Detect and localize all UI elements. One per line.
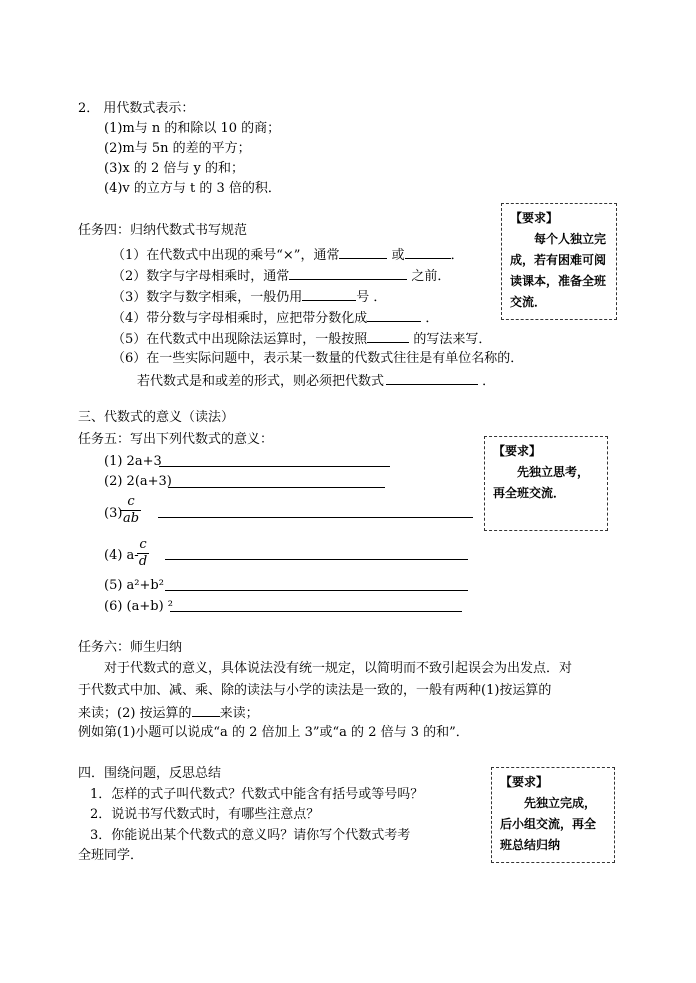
answer-line-2[interactable] xyxy=(168,487,385,488)
answer-blank[interactable] xyxy=(339,246,387,259)
answer-line-1[interactable] xyxy=(159,466,390,467)
expr-3: (3) xyxy=(104,506,123,521)
requirement-text: 先独立完成，后小组交流，再全班总结归纳 xyxy=(500,796,597,852)
task6-title: 任务六：师生归纳 xyxy=(78,640,183,655)
task4-rule-1: （1）在代数式中出现的乘号“×”，通常 或 ． xyxy=(112,248,464,263)
expr-4: (4) a- xyxy=(104,548,139,563)
requirement-heading: 【要求】 xyxy=(500,775,549,789)
section3-title: 三、代数式的意义（读法） xyxy=(78,410,235,425)
answer-line-5[interactable] xyxy=(165,590,468,591)
requirement-text: 每个人独立完成，若有困难可阅读课本，准备全班交流． xyxy=(510,232,607,309)
q2-item-2: (2)m与 5n 的差的平方； xyxy=(104,141,251,156)
task6-para-4: 例如第(1)小题可以说成“a 的 2 倍加上 3”或“a 的 2 倍与 3 的和”． xyxy=(78,725,469,740)
task6-para-1: 对于代数式的意义，具体说法没有统一规定，以简明而不致引起误会为出发点．对 xyxy=(104,661,573,676)
section4-q3-cont: 全班同学． xyxy=(78,848,144,863)
task6-para-3: 来读；(2) 按运算的 来读； xyxy=(78,706,259,721)
task4-title: 任务四：归纳代数式书写规范 xyxy=(78,223,248,238)
answer-blank[interactable] xyxy=(302,288,356,301)
expr-5: (5) a²+b² xyxy=(104,578,164,593)
answer-blank[interactable] xyxy=(289,267,407,280)
task6-para-2: 于代数式中加、减、乘、除的读法与小学的读法是一致的，一般有两种(1)按运算的 xyxy=(78,683,552,698)
answer-blank[interactable] xyxy=(367,309,421,322)
answer-blank[interactable] xyxy=(192,704,220,717)
fraction-c-over-d: c d xyxy=(138,537,148,569)
q2-item-4: (4)v 的立方与 t 的 3 倍的积． xyxy=(104,181,281,196)
expr-1: (1) 2a+3 xyxy=(104,454,162,469)
requirement-text: 先独立思考，再全班交流． xyxy=(493,465,590,500)
section4-q1: 1．怎样的式子叫代数式？代数式中能含有括号或等号吗？ xyxy=(90,787,424,802)
expr-2: (2) 2(a+3) xyxy=(104,474,172,489)
q2-item-3: (3)x 的 2 倍与 y 的和； xyxy=(104,161,245,176)
q2-item-1: (1)m与 n 的和除以 10 的商； xyxy=(104,121,281,136)
answer-line-3[interactable] xyxy=(158,517,473,518)
task4-rule-2: （2）数字与字母相乘时，通常 之前． xyxy=(112,269,451,284)
fraction-c-over-ab: c ab xyxy=(122,494,140,526)
answer-blank[interactable] xyxy=(386,372,478,385)
answer-line-4[interactable] xyxy=(165,559,468,560)
answer-blank[interactable] xyxy=(367,330,409,343)
task4-rule-4: （4）带分数与字母相乘时，应把带分数化成 ． xyxy=(112,311,439,326)
section4-q3: 3．你能说出某个代数式的意义吗？请你写个代数式考考 xyxy=(90,828,411,843)
requirement-heading: 【要求】 xyxy=(510,211,559,225)
q2-title: 2． 用代数式表示： xyxy=(78,101,195,116)
task5-title: 任务五：写出下列代数式的意义： xyxy=(78,432,274,447)
task4-rule-6: （6）在一些实际问题中，表示某一数量的代数式往往是有单位名称的． xyxy=(112,351,524,366)
answer-blank[interactable] xyxy=(405,246,451,259)
section4-title: 四．围绕问题，反思总结 xyxy=(78,766,222,781)
task4-rule-5: （5）在代数式中出现除法运算时，一般按照 的写法来写． xyxy=(112,332,492,347)
answer-line-6[interactable] xyxy=(170,611,462,612)
requirement-box-3 xyxy=(491,767,615,863)
section4-q2: 2．说说书写代数式时，有哪些注意点？ xyxy=(90,807,320,822)
task4-rule-3: （3）数字与数字相乘，一般仍用 号 ． xyxy=(112,290,387,305)
expr-6: (6) (a+b) ² xyxy=(104,599,173,614)
requirement-box-1 xyxy=(501,203,617,320)
requirement-heading: 【要求】 xyxy=(493,444,542,458)
task4-rule-7: 若代数式是和或差的形式，则必须把代数式 ． xyxy=(137,374,496,389)
requirement-box-2 xyxy=(484,436,608,531)
